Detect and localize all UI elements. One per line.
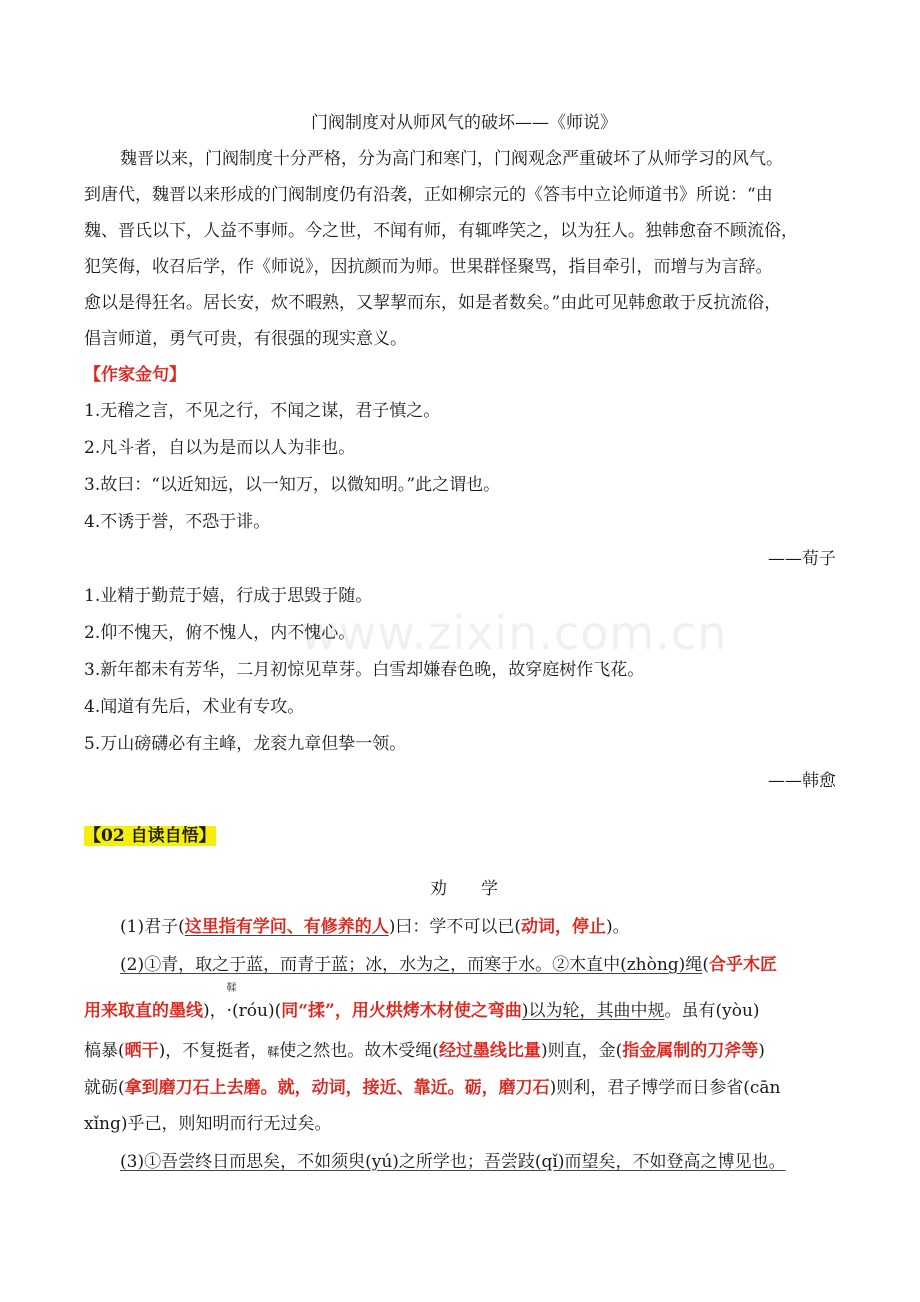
text-run: )，	[203, 1001, 227, 1021]
essay-line	[84, 1077, 844, 1099]
annotation: 晒干	[124, 1041, 159, 1061]
text-run: )曰：学不可以已(	[388, 917, 521, 937]
text-run: 。虽有(yòu)	[664, 1001, 760, 1021]
text-run: )，不复挺者，	[158, 1041, 268, 1061]
annotation: 拿到磨刀石上去磨。就，动词，接近、靠近。砺，磨刀石	[124, 1078, 550, 1098]
essay-line	[84, 1040, 844, 1063]
attribution: ——韩愈	[768, 771, 836, 791]
attribution: ——荀子	[768, 549, 836, 569]
text-run: 就砺(	[84, 1078, 125, 1098]
section-title: 门阀制度对从师风气的破坏——《师说》	[311, 113, 617, 133]
annotation: 动词，停止	[520, 917, 606, 937]
essay-line	[120, 916, 880, 938]
paragraph-line: 魏、晋氏以下，人益不事师。今之世，不闻有师，有辄哗笑之，以为狂人。独韩愈奋不顾流俗，	[84, 221, 798, 241]
quote-item: 5.万山磅礴必有主峰，龙衮九章但挚一领。	[84, 734, 407, 754]
text-run: )则直，金(	[540, 1041, 623, 1061]
essay-line: xǐng)乎己，则知明而行无过矣。	[84, 1114, 332, 1134]
essay-line	[84, 983, 844, 1022]
section-heading: 【02 自读自悟】	[84, 826, 216, 846]
paragraph-line: 愈以是得狂名。居长安，炊不暇熟，又挈挈而东，如是者数矣。”由此可见韩愈敢于反抗流俗，	[84, 293, 782, 313]
text-run: 槁暴(	[84, 1041, 125, 1061]
paragraph-line: 到唐代，魏晋以来形成的门阀制度仍有沿袭，正如柳宗元的《答韦中立论师道书》所说：“由	[84, 185, 773, 205]
annotation: 指金属制的刀斧等	[622, 1041, 759, 1061]
paragraph-line: 倡言师道，勇气可贵，有很强的现实意义。	[84, 329, 407, 349]
ruby-text: 鞣	[226, 983, 237, 994]
quote-item: 3.新年都未有芳华，二月初惊见草芽。白雪却嫌春色晚，故穿庭树作飞花。	[84, 660, 645, 680]
text-run: )	[758, 1041, 765, 1061]
quote-item: 1.业精于勤荒于嬉，行成于思毁于随。	[84, 586, 373, 606]
essay-line	[120, 954, 880, 976]
watermark: www.zixin.com.cn	[300, 606, 728, 660]
annotation: 经过墨线比量	[438, 1041, 541, 1061]
text-run: 鞣	[267, 1045, 280, 1059]
quote-item: 2.仰不愧天，俯不愧人，内不愧心。	[84, 623, 356, 643]
essay-title: 劝 学	[430, 879, 498, 899]
annotation: 同“揉”，用火烘烤木材使之弯曲	[281, 1001, 522, 1021]
paragraph-line: 魏晋以来，门阀制度十分严格，分为高门和寒门，门阀观念严重破坏了从师学习的风气。	[120, 149, 783, 169]
quote-item: 4.不诱于誉，不恐于诽。	[84, 512, 271, 532]
text-run: (2)①青，取之于蓝，而青于蓝；冰，水为之，而寒于水。②木直中(zhòng)绳	[120, 955, 703, 975]
annotation: 用来取直的墨线	[84, 1001, 203, 1021]
text-run: (1)君子(	[120, 917, 185, 937]
quote-item: 3.故曰：“以近知远，以一知万，以微知明。”此之谓也。	[84, 475, 501, 495]
quote-item: 1.无稽之言，不见之行，不闻之谋，君子慎之。	[84, 401, 441, 421]
ruby-char: 鞣 ·	[226, 983, 237, 1021]
text-run: 使之然也。故木受绳(	[279, 1041, 439, 1061]
text-run: )以为轮，其曲中规	[521, 1001, 665, 1021]
quotes-heading: 【作家金句】	[84, 365, 186, 385]
text-run: (	[702, 955, 709, 975]
text-run: (róu)(	[232, 1001, 282, 1021]
quote-item: 4.闻道有先后，术业有专攻。	[84, 697, 305, 717]
essay-line: (3)①吾尝终日而思矣，不如须臾(yú)之所学也；吾尝跂(qǐ)而望矣，不如登高之博见也。	[120, 1152, 786, 1172]
annotation: 这里指有学问、有修养的人	[184, 917, 389, 937]
text-run: )。	[605, 917, 630, 937]
quote-item: 2.凡斗者，自以为是而以人为非也。	[84, 438, 356, 458]
text-run: )则利，君子博学而日参省(cān	[549, 1078, 781, 1098]
paragraph-line: 犯笑侮，收召后学，作《师说》，因抗颜而为师。世果群怪聚骂，指目牵引，而增与为言辞。	[84, 257, 773, 277]
annotation: 合乎木匠	[708, 955, 777, 975]
